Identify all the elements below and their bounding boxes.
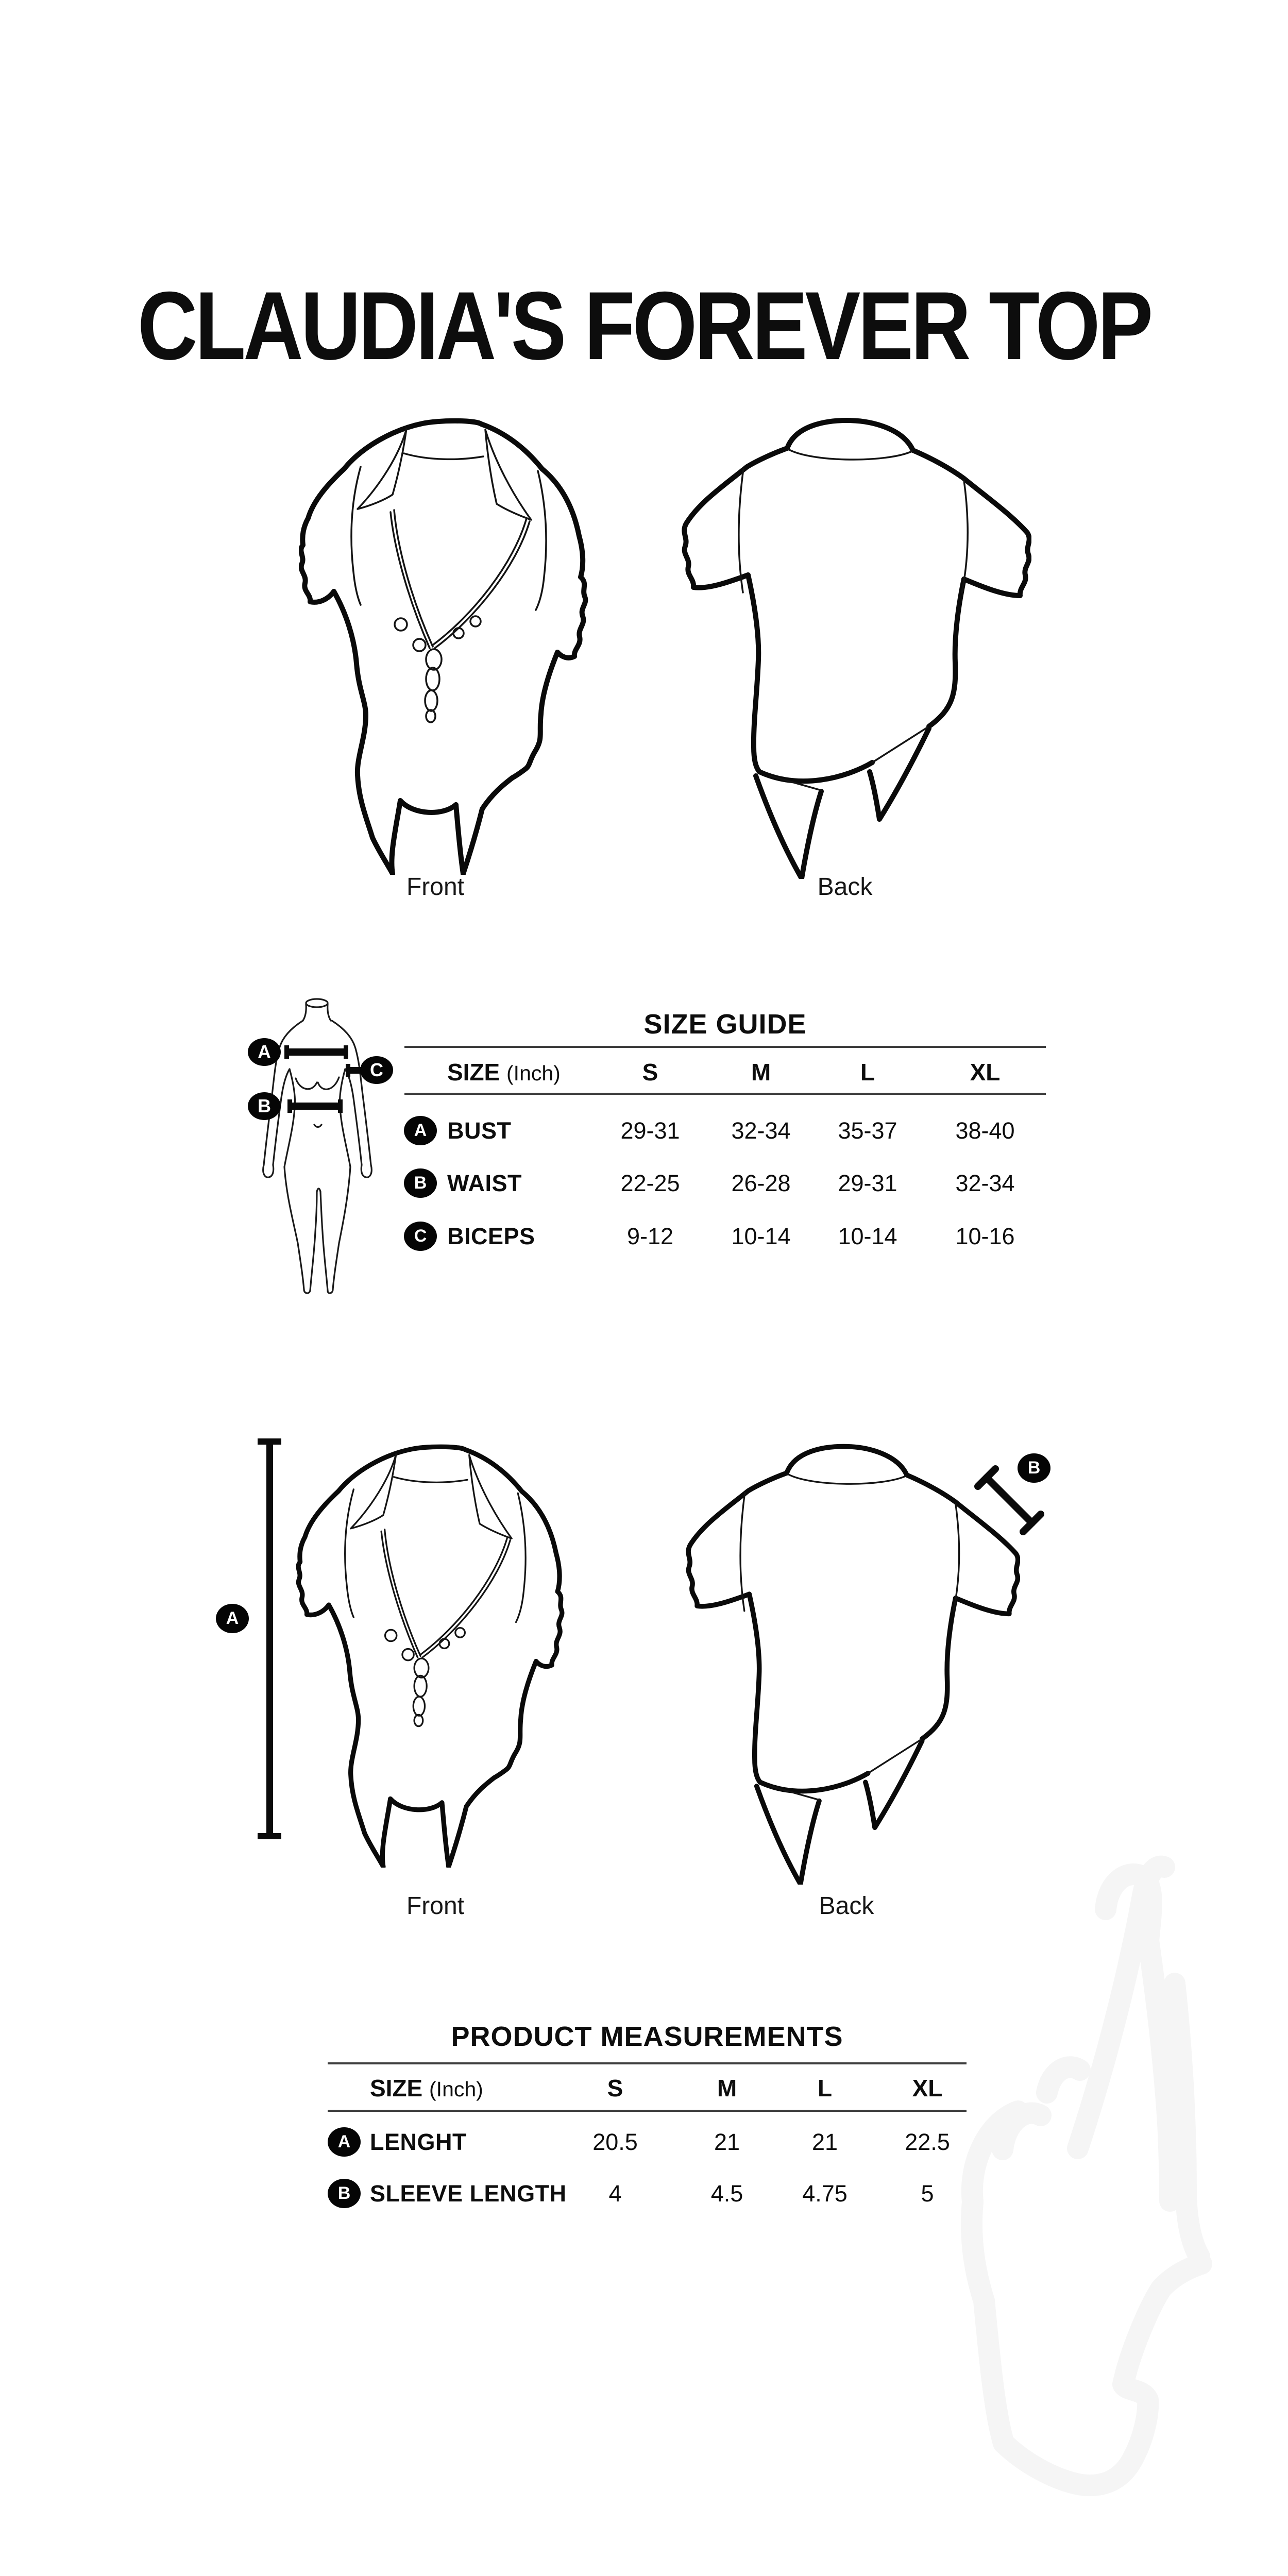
figure-badge-b: B — [258, 1095, 271, 1116]
product-value: 4.75 — [802, 2180, 848, 2207]
size-guide-heading: SIZE GUIDE — [643, 1009, 807, 1040]
size-guide-col-m: M — [751, 1059, 771, 1086]
product-value: 4.5 — [710, 2180, 743, 2207]
back-view-label: Back — [817, 873, 873, 901]
size-guide-value: 9-12 — [626, 1223, 674, 1249]
figure-badge-c: C — [370, 1059, 383, 1080]
size-guide-value: 38-40 — [955, 1117, 1015, 1144]
front-view-illustration — [299, 416, 618, 875]
size-guide-row-label: BICEPS — [447, 1223, 535, 1249]
page-title: CLAUDIA'S FOREVER TOP — [137, 271, 1151, 380]
size-guide-row-badge: B — [404, 1168, 437, 1198]
product-row-label: SLEEVE LENGTH — [370, 2180, 567, 2207]
size-guide-row-badge: C — [404, 1222, 437, 1251]
back-view-label-bottom: Back — [819, 1892, 874, 1920]
product-measurements-heading: PRODUCT MEASUREMENTS — [451, 2021, 843, 2052]
length-measurement-line — [266, 1438, 273, 1839]
size-guide-value: 10-14 — [731, 1223, 791, 1249]
product-value: 4 — [608, 2180, 622, 2207]
size-guide-col-l: L — [860, 1059, 875, 1086]
size-guide-row-badge: A — [404, 1116, 437, 1145]
sleeve-marker-badge: B — [1018, 1453, 1050, 1483]
product-measurements-unit-label: (Inch) — [429, 2077, 483, 2101]
size-guide-value: 26-28 — [731, 1170, 791, 1196]
product-col-xl: XL — [912, 2075, 943, 2102]
front-view-label: Front — [406, 873, 465, 901]
product-row-badge: B — [328, 2179, 361, 2208]
size-guide-value: 10-14 — [838, 1223, 897, 1249]
size-guide-col-xl: XL — [970, 1059, 1001, 1086]
size-guide-value: 35-37 — [838, 1117, 897, 1144]
product-value: 22.5 — [905, 2129, 950, 2155]
size-guide-value: 22-25 — [620, 1170, 680, 1196]
size-guide-row-label: WAIST — [447, 1170, 522, 1196]
crossed-fingers-watermark-icon — [953, 1834, 1288, 2576]
product-col-m: M — [717, 2075, 737, 2102]
front-view-label-bottom: Front — [406, 1892, 465, 1920]
size-guide-rule-top — [404, 1046, 1046, 1048]
size-guide-rule-header — [404, 1093, 1046, 1095]
length-marker-badge: A — [216, 1604, 249, 1633]
product-row-badge: A — [328, 2127, 361, 2157]
product-measurements-size-header: SIZE (Inch) — [370, 2075, 483, 2102]
body-measurement-figure — [246, 997, 396, 1301]
figure-badge-a: A — [258, 1041, 271, 1062]
product-col-l: L — [817, 2075, 833, 2102]
product-measurements-rule-header — [328, 2110, 967, 2112]
size-guide-value: 32-34 — [731, 1117, 791, 1144]
product-col-s: S — [607, 2075, 623, 2102]
size-guide-value: 29-31 — [620, 1117, 680, 1144]
back-view-illustration-measured — [685, 1442, 1020, 1885]
size-guide-value: 32-34 — [955, 1170, 1015, 1196]
size-guide-row-label: BUST — [447, 1117, 512, 1144]
size-guide-value: 10-16 — [955, 1223, 1015, 1249]
product-value: 5 — [921, 2180, 934, 2207]
product-measurements-rule-top — [328, 2062, 967, 2064]
front-view-illustration-measured — [296, 1443, 592, 1868]
size-guide-col-s: S — [642, 1059, 658, 1086]
product-row-label: LENGHT — [370, 2129, 467, 2155]
back-view-illustration — [681, 415, 1031, 879]
size-guide-value: 29-31 — [838, 1170, 897, 1196]
product-value: 20.5 — [592, 2129, 638, 2155]
size-guide-unit-label: (Inch) — [506, 1061, 561, 1085]
product-value: 21 — [811, 2129, 838, 2155]
size-guide-size-header: SIZE (Inch) — [447, 1059, 561, 1086]
length-line-bottom-cap — [258, 1833, 281, 1839]
product-value: 21 — [714, 2129, 740, 2155]
measurement-bars — [284, 1045, 372, 1113]
